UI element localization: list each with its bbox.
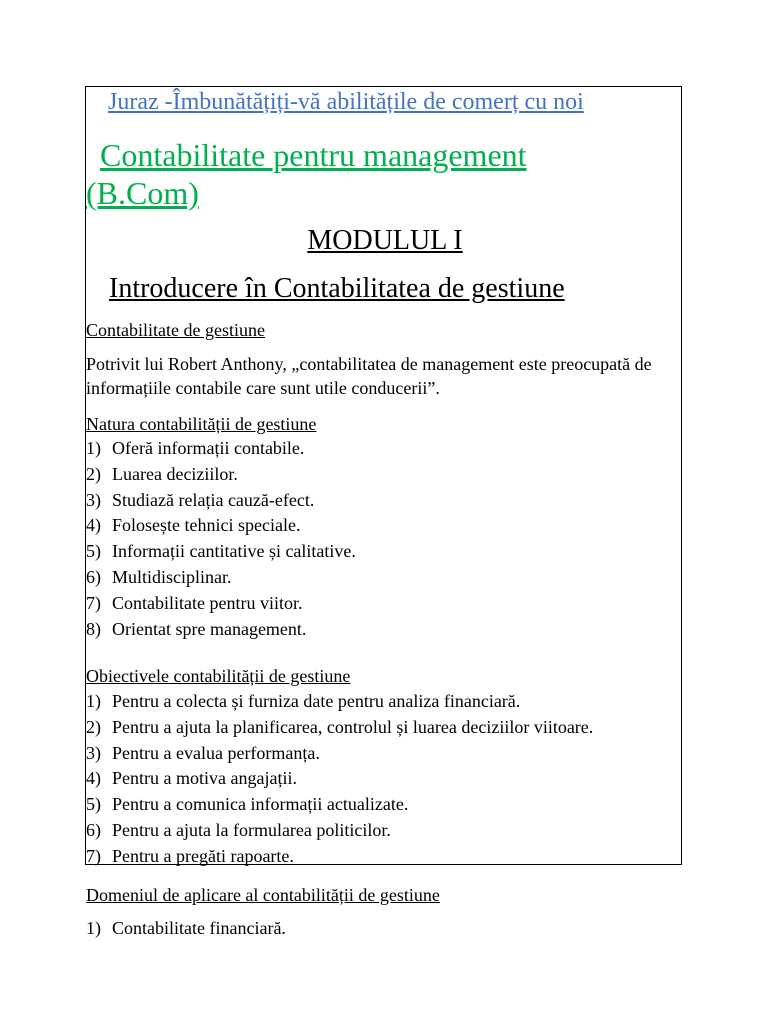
list-item: 1) Oferă informații contabile.	[86, 438, 305, 458]
section-heading-domeniul: Domeniul de aplicare al contabilității de gestiune	[86, 885, 440, 905]
document-title	[86, 136, 646, 212]
list-item: 4) Pentru a motiva angajații.	[86, 768, 297, 789]
list-item: 2) Luarea deciziilor.	[86, 463, 238, 484]
list-item: 5) Informații cantitative și calitative.	[86, 541, 356, 562]
banner-link[interactable]: Juraz -Îmbunătățiți-vă abilitățile de comerț cu noi	[108, 89, 584, 115]
list-item: 3) Studiază relația cauză-efect.	[86, 489, 315, 510]
list-item: 7) Contabilitate pentru viitor.	[86, 592, 303, 613]
module-heading-text: MODULUL I	[307, 225, 463, 256]
list-item: 8) Orientat spre management.	[86, 618, 307, 639]
list-item: 3) Pentru a evalua performanța.	[86, 742, 320, 763]
anthony-quote-paragraph: Potrivit lui Robert Anthony, „contabilitatea de management este preocupată de informațiile contabile care sunt utile conducerii”.	[86, 354, 652, 398]
section-heading-natura: Natura contabilității de gestiune	[86, 414, 317, 434]
section-heading-contabilitate: Contabilitate de gestiune	[86, 320, 265, 340]
list-item: 6) Multidisciplinar.	[86, 566, 232, 587]
natura-list	[86, 436, 356, 642]
list-item: 2) Pentru a ajuta la planificarea, controlul și luarea deciziilor viitoare.	[86, 716, 594, 737]
list-item: 1) Pentru a colecta și furniza date pentru analiza financiară.	[86, 691, 521, 711]
title-line-2: (B.Com)	[86, 175, 199, 211]
list-item: 7) Pentru a pregăti rapoarte.	[86, 845, 294, 866]
title-line-1: Contabilitate pentru management	[100, 137, 527, 173]
list-item: 6) Pentru a ajuta la formularea politicilor.	[86, 819, 391, 840]
list-item: 1) Contabilitate financiară.	[86, 918, 286, 938]
list-item: 5) Pentru a comunica informații actualizate.	[86, 794, 409, 815]
intro-heading: Introducere în Contabilitatea de gestiune	[109, 273, 565, 304]
module-heading	[0, 225, 768, 257]
list-item: 4) Folosește tehnici speciale.	[86, 515, 301, 536]
obiective-list	[86, 689, 593, 870]
section-heading-obiective: Obiectivele contabilității de gestiune	[86, 666, 351, 686]
domeniul-list	[86, 916, 286, 942]
